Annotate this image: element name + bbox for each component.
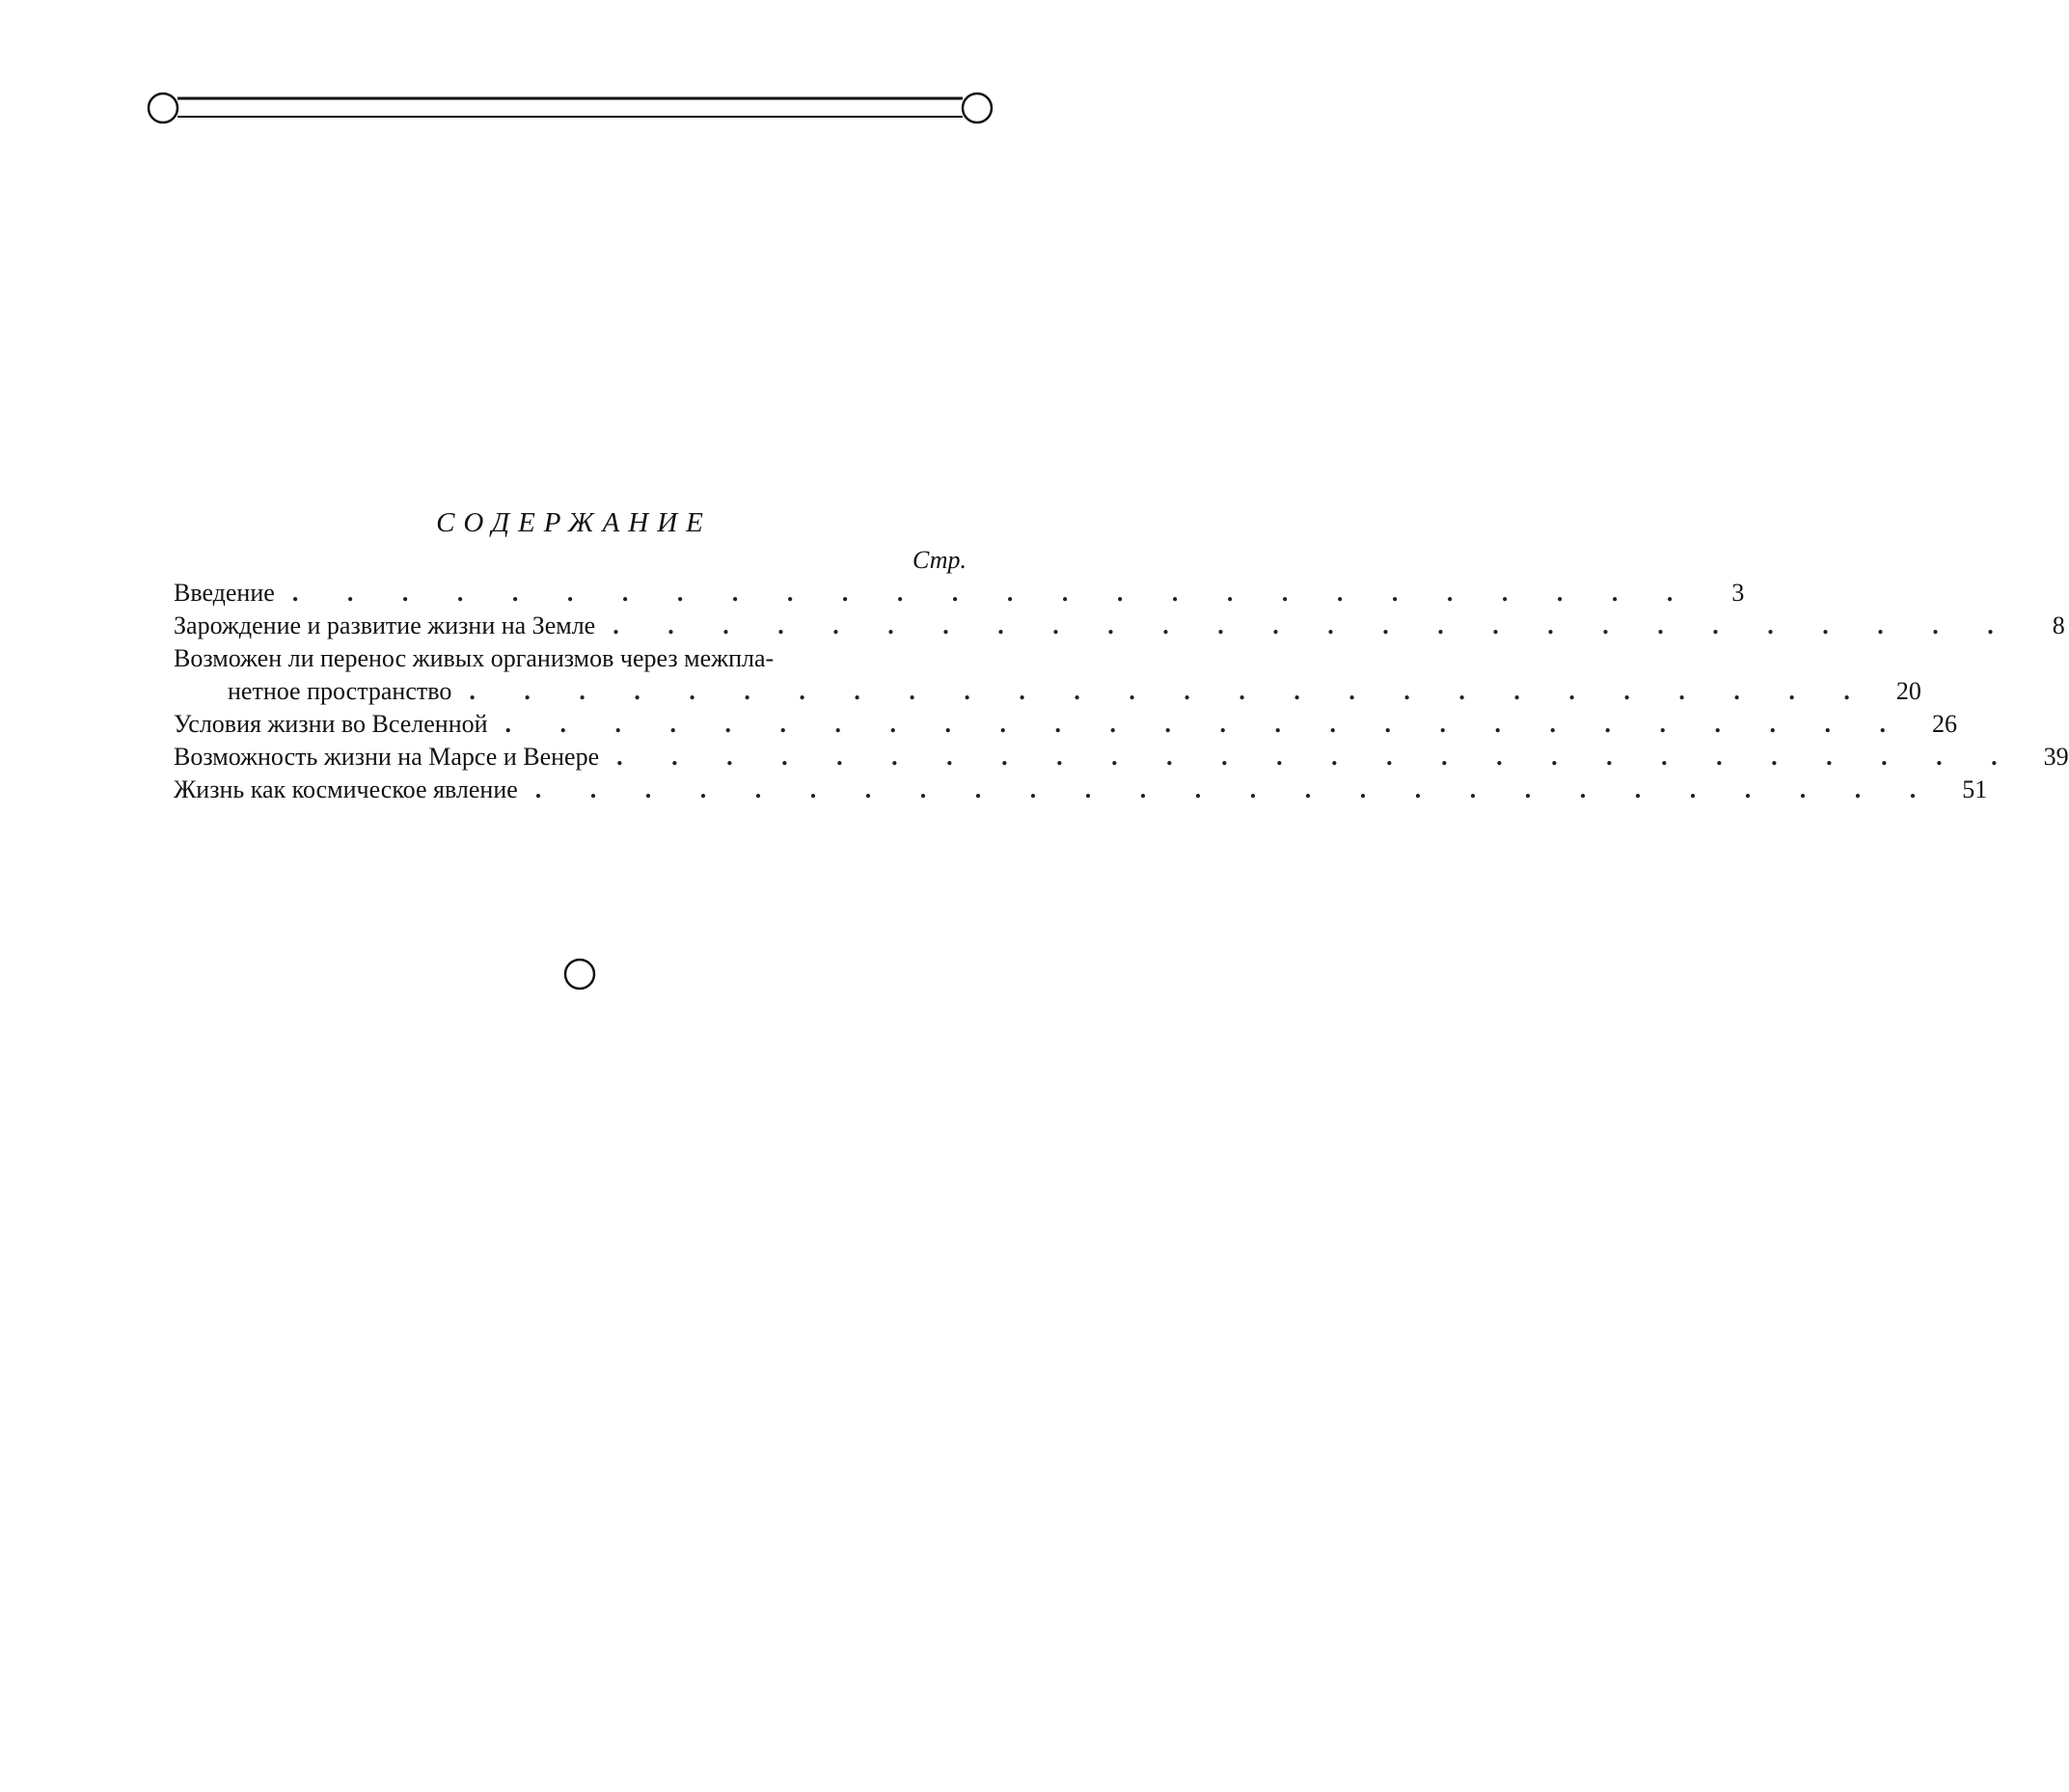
toc-entry-title: Зарождение и развитие жизни на Земле <box>174 611 596 639</box>
dot-leader: . . . . . . . . . . . . . . . . . . . . . . . . . . <box>534 775 1938 803</box>
dot-leader: . . . . . . . . . . . . . . . . . . . . . . . . . . <box>504 710 1908 738</box>
toc-entry <box>174 708 1958 741</box>
toc-entry-page: 20 <box>1895 677 1921 705</box>
toc-list <box>174 577 2069 806</box>
dot-leader: . . . . . . . . . . . . . . . . . . . . . . . . . . <box>469 677 1871 705</box>
toc-entry <box>174 642 1921 708</box>
toc-entry <box>174 577 1745 610</box>
toc-entry-title: Условия жизни во Вселенной <box>174 710 488 738</box>
dot-leader: . . . . . . . . . . . . . . . . . . . . . . . . . . <box>291 579 1695 607</box>
toc-entry-title: Возможен ли перенос живых организмов через межпла- <box>174 644 775 672</box>
toc-heading: СОДЕРЖАНИЕ <box>436 507 712 538</box>
toc-entry-page: 51 <box>1962 775 1988 803</box>
page-column-label: Стр. <box>912 546 966 574</box>
toc-entry-title: Жизнь как космическое явление <box>174 775 518 803</box>
toc-entry-page: 26 <box>1932 710 1958 738</box>
toc-entry <box>174 610 2065 642</box>
toc-entry-title: Возможность жизни на Марсе и Венере <box>174 743 600 771</box>
table-of-contents <box>174 502 2069 806</box>
toc-entry-title-continuation: нетное пространство <box>228 677 452 705</box>
toc-entry <box>174 741 2069 774</box>
top-ornament-rule <box>145 89 995 127</box>
dot-leader: . . . . . . . . . . . . . . . . . . . . . . . . . . <box>613 611 2015 639</box>
dot-leader: . . . . . . . . . . . . . . . . . . . . . . . . . . <box>616 743 2019 771</box>
toc-entry-page: 39 <box>2043 743 2069 771</box>
bottom-ornament-circle <box>560 955 599 993</box>
toc-entry <box>174 774 1988 806</box>
toc-entry-page: 3 <box>1731 579 1745 607</box>
toc-entry-page: 8 <box>2052 611 2065 639</box>
toc-entry-title: Введение <box>174 579 275 607</box>
